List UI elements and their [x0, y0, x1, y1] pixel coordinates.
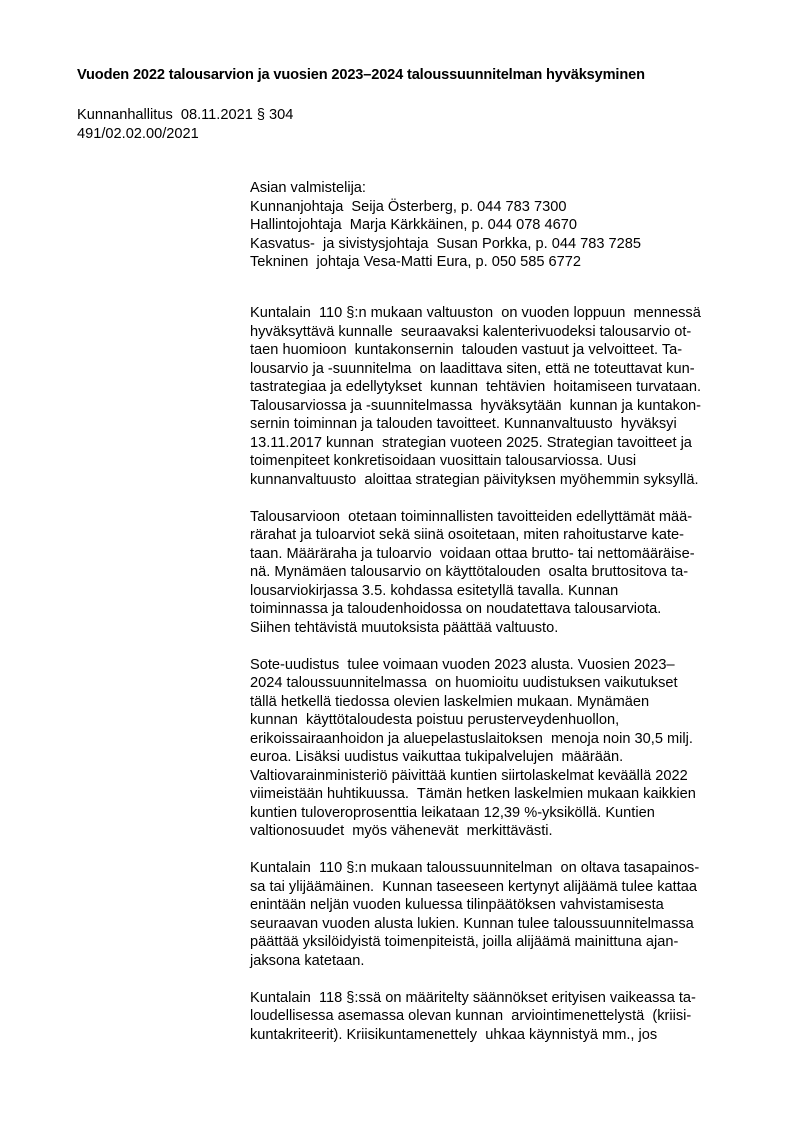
paragraph-line: Kuntalain 110 §:n mukaan taloussuunnitelman on oltava tasapainos-: [250, 860, 700, 876]
paragraph-line: 2024 taloussuunnitelmassa on huomioitu uudistuksen vaikutukset: [250, 675, 678, 691]
body-paragraph: [250, 989, 750, 1045]
paragraph-line: nä. Mynämäen talousarvio on käyttötalouden osalta bruttositova ta-: [250, 564, 689, 580]
paragraph-line: lousarviokirjassa 3.5. kohdassa esitetyllä tavalla. Kunnan: [250, 582, 619, 599]
paragraph-line: tastrategiaa ja edellytykset kunnan tehtävien hoitamiseen turvataan.: [250, 379, 702, 395]
paragraph-line: loudellisessa asemassa olevan kunnan arviointimenettelystä (kriisi-: [250, 1008, 692, 1024]
body-paragraph: [250, 859, 750, 970]
paragraph-line: viimeistään huhtikuussa. Tämän hetken laskelmien mukaan kaikkien: [250, 786, 696, 802]
paragraph-line: päättää yksilöidyistä toimenpiteistä, joilla alijäämä mainittuna ajan-: [250, 934, 679, 950]
document-title: Vuoden 2022 talousarvion ja vuosien 2023–2024 taloussuunnitelman hyväksyminen: [77, 67, 645, 83]
paragraph-line: erikoissairaanhoidon ja aluepelastuslaitoksen menoja noin 30,5 milj.: [250, 730, 693, 747]
paragraph-line: sernin toiminnan ja talouden tavoitteet. Kunnanvaltuusto hyväksyi: [250, 416, 677, 432]
paragraph-line: lousarvio ja -suunnitelma on laadittava siten, että ne toteuttavat kun-: [250, 360, 695, 377]
paragraph-line: kunnan käyttötaloudesta poistuu perusterveydenhuollon,: [250, 712, 620, 728]
preparer-line: Kasvatus- ja sivistysjohtaja Susan Porkka, p. 044 783 7285: [250, 235, 642, 252]
paragraph-line: taen huomioon kuntakonsernin talouden vastuut ja velvoitteet. Ta-: [250, 342, 683, 358]
paragraph-line: taan. Määräraha ja tuloarvio voidaan ottaa brutto- tai nettomääräise-: [250, 545, 695, 562]
paragraph-line: sa tai ylijäämäinen. Kunnan taseeseen kertynyt alijäämä tulee kattaa: [250, 878, 697, 895]
paragraph-line: toimenpiteet konkretisoidaan vuosittain talousarviossa. Uusi: [250, 453, 637, 469]
paragraph-line: enintään neljän vuoden kuluessa tilinpäätöksen vahvistamisesta: [250, 897, 664, 913]
paragraph-line: hyväksyttävä kunnalle seuraavaksi kalenterivuodeksi talousarvio ot-: [250, 323, 692, 340]
preparer-line: Kunnanjohtaja Seija Österberg, p. 044 783 7300: [250, 198, 567, 215]
preparers-block: [250, 179, 641, 272]
meeting-reference: Kunnanhallitus 08.11.2021 § 304: [77, 107, 294, 123]
paragraph-line: euroa. Lisäksi uudistus vaikuttaa tukipalvelujen määrään.: [250, 749, 624, 765]
paragraph-line: tällä hetkellä tiedossa olevien laskelmien mukaan. Mynämäen: [250, 693, 650, 710]
preparers-heading: Asian valmistelija:: [250, 180, 366, 196]
paragraph-line: Talousarviossa ja -suunnitelmassa hyväksytään kunnan ja kuntakon-: [250, 397, 702, 414]
paragraph-line: kuntien tuloveroprosenttia leikataan 12,39 %-yksiköllä. Kuntien: [250, 804, 655, 821]
paragraph-line: kuntakriteerit). Kriisikuntamenettely uhkaa käynnistyä mm., jos: [250, 1026, 658, 1043]
paragraph-line: Talousarvioon otetaan toiminnallisten tavoitteiden edellyttämät mää-: [250, 508, 693, 525]
preparer-line: Hallintojohtaja Marja Kärkkäinen, p. 044 078 4670: [250, 217, 577, 233]
paragraph-line: toiminnassa ja taloudenhoidossa on noudatettava talousarviota.: [250, 601, 662, 617]
paragraph-line: Sote-uudistus tulee voimaan vuoden 2023 alusta. Vuosien 2023–: [250, 656, 675, 673]
paragraph-line: 13.11.2017 kunnan strategian vuoteen 2025. Strategian tavoitteet ja: [250, 434, 692, 451]
paragraph-line: Kuntalain 118 §:ssä on määritelty säännökset erityisen vaikeassa ta-: [250, 989, 696, 1006]
meeting-meta: [77, 106, 293, 143]
paragraph-line: Valtiovarainministeriö päivittää kuntien siirtolaskelmat keväällä 2022: [250, 767, 688, 784]
paragraph-line: valtionosuudet myös vähenevät merkittävästi.: [250, 823, 553, 839]
body-paragraph: [250, 656, 750, 841]
body-paragraph: [250, 508, 750, 638]
paragraph-line: Siihen tehtävistä muutoksista päättää valtuusto.: [250, 619, 559, 636]
paragraph-line: rärahat ja tuloarviot sekä siinä osoitetaan, miten rahoitustarve kate-: [250, 527, 684, 543]
preparer-line: Tekninen johtaja Vesa-Matti Eura, p. 050 585 6772: [250, 254, 582, 270]
paragraph-line: jaksona katetaan.: [250, 952, 365, 969]
paragraph-line: kunnanvaltuusto aloittaa strategian päivityksen myöhemmin syksyllä.: [250, 471, 699, 488]
paragraph-line: seuraavan vuoden alusta lukien. Kunnan tulee taloussuunnitelmassa: [250, 915, 694, 932]
record-number: 491/02.02.00/2021: [77, 125, 199, 142]
paragraph-line: Kuntalain 110 §:n mukaan valtuuston on vuoden loppuun mennessä: [250, 305, 701, 321]
body-paragraph: [250, 304, 750, 489]
document-body: [250, 304, 750, 1063]
